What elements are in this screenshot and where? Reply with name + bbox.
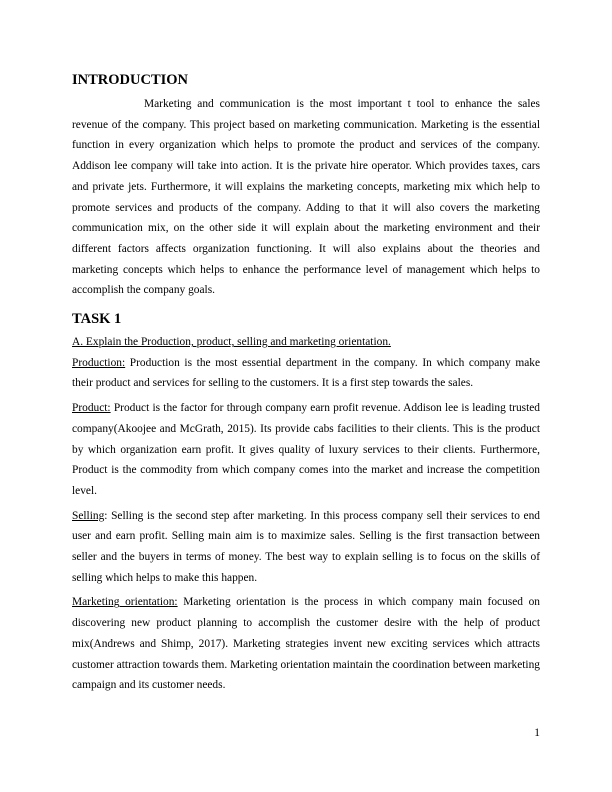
introduction-paragraph: Marketing and communication is the most important t tool to enhance the sales revenue of the company. This project based on marketing communication. Marketing is the essential function in every organization which helps to promote the product and services of the company. Addison lee company will take into action. It is the private hire operator. Which provides taxes, cars and private jets. Furthermore, it will explains the marketing concepts, marketing mix which help to promote services and products of the company. Adding to that it will also covers the marketing communication mix, on the other side it will explain about the marketing environment and their different factors affects organization functioning. It will also explains about the theories and marketing concepts which helps to enhance the performance level of management which helps to accomplish the company goals. <box>72 98 540 297</box>
marketing-orientation-paragraph <box>72 592 540 696</box>
marketing-orientation-term: Marketing orientation: <box>72 596 178 609</box>
selling-term: Selling <box>72 509 105 522</box>
page-content <box>72 70 540 696</box>
task1-heading: TASK 1 <box>72 311 122 328</box>
introduction-heading: INTRODUCTION <box>72 72 189 88</box>
page-number: 1 <box>534 727 540 739</box>
production-text: Production is the most essential department in the company. In which company make their product and services for selling to the customers. It is a first step towards the sales. <box>72 356 540 390</box>
product-term: Product: <box>72 402 111 415</box>
selling-text: : Selling is the second step after marketing. In this process company sell their services to end user and earn profit. Selling main aim is to maximize sales. Selling is the first transaction between seller and the buyers in terms of money. The best way to explain selling is to focus on the skills of selling which helps to make this happen. <box>72 509 540 584</box>
selling-paragraph <box>72 506 540 589</box>
task1-subheading: A. Explain the Production, product, selling and marketing orientation. <box>72 336 391 349</box>
product-paragraph <box>72 398 540 502</box>
production-paragraph <box>72 353 540 394</box>
marketing-orientation-text: Marketing orientation is the process in which company main focused on discovering new product planning to accomplish the customer desire with the help of product mix(Andrews and Shimp, 2017). Marketing strategies invent new exciting services which attracts customer attraction towards them. Marketing orientation maintain the coordination between marketing campaign and its customer needs. <box>72 596 540 692</box>
product-text: Product is the factor for through company earn profit revenue. Addison lee is leading trusted company(Akoojee and McGrath, 2015). Its provide cabs facilities to their clients. This is the product by which organization earn profit. It gives quality of luxury services to their clients. Furthermore, Product is the commodity from which company comes into the market and increase the competition level. <box>72 402 540 497</box>
production-term: Production: <box>72 356 126 369</box>
